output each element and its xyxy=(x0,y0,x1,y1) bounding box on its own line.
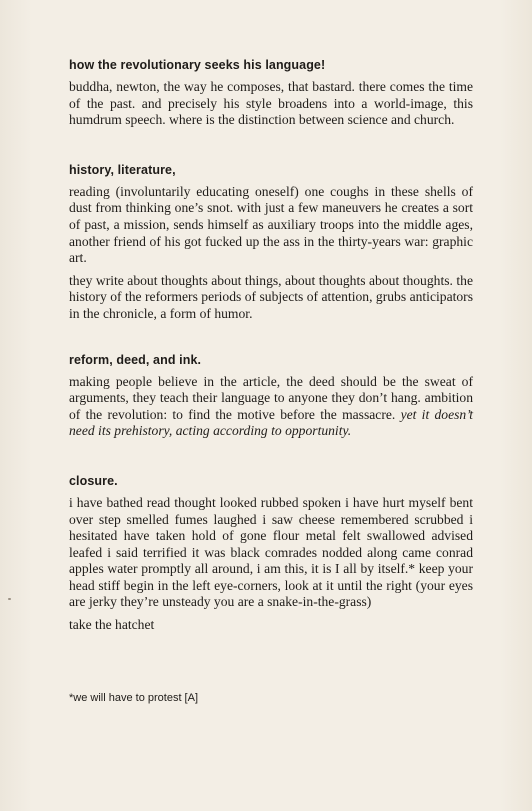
paragraph: take the hatchet xyxy=(69,617,155,633)
paragraph xyxy=(69,374,473,440)
section-closure xyxy=(69,474,473,634)
paragraph-italic-text: yet it doesn’t need its prehistory, acting according to opportunity. xyxy=(69,406,473,439)
paragraph-plain-text: making people believe in the article, the deed should be the sweat of arguments, they teach their language to anyone they don’t hang. ambition of the revolution: to find the motive before the massacre. xyxy=(69,373,473,422)
section-heading: closure. xyxy=(69,473,118,488)
page-speck xyxy=(8,598,11,600)
footnote: *we will have to protest [A] xyxy=(69,692,199,704)
section-history-literature xyxy=(69,163,473,323)
section-reform-deed-ink xyxy=(69,353,473,440)
section-heading: how the revolutionary seeks his language! xyxy=(69,58,326,72)
paragraph: buddha, newton, the way he composes, that bastard. there comes the time of the past. and precisely his style broadens into a world-image, this humdrum speech. where is the distinction between science and church. xyxy=(69,79,473,128)
section-revolutionary-language xyxy=(69,58,473,129)
section-heading: history, literature, xyxy=(69,162,176,177)
paragraph: i have bathed read thought looked rubbed spoken i have hurt myself bent over step smelled fumes laughed i saw cheese remembered scrubbed i hesitated have taken hold of gone flour metal felt swallowed advised leafed i said terrified it was black comrades nodded along came conrad apples water promptly all around, i am this, it is I all by itself.* keep your head stiff begin in the left eye-corners, look at it until the right (your eyes are jerky they’re unsteady you are a snake-in-the-grass) xyxy=(69,494,473,610)
document-body xyxy=(69,58,473,660)
paragraph: they write about thoughts about things, about thoughts about thoughts. the history of the reformers periods of subjects of attention, grubs anticipators in the chronicle, a form of humor. xyxy=(69,272,473,321)
section-heading: reform, deed, and ink. xyxy=(69,352,202,367)
paragraph: reading (involuntarily educating oneself) one coughs in these shells of dust from thinking one’s snot. with just a few maneuvers he creates a sort of past, a mission, sends himself as auxiliary troops into the middle ages, another friend of his got fucked up the ass in the thirty-years war: graphic art. xyxy=(69,183,473,266)
